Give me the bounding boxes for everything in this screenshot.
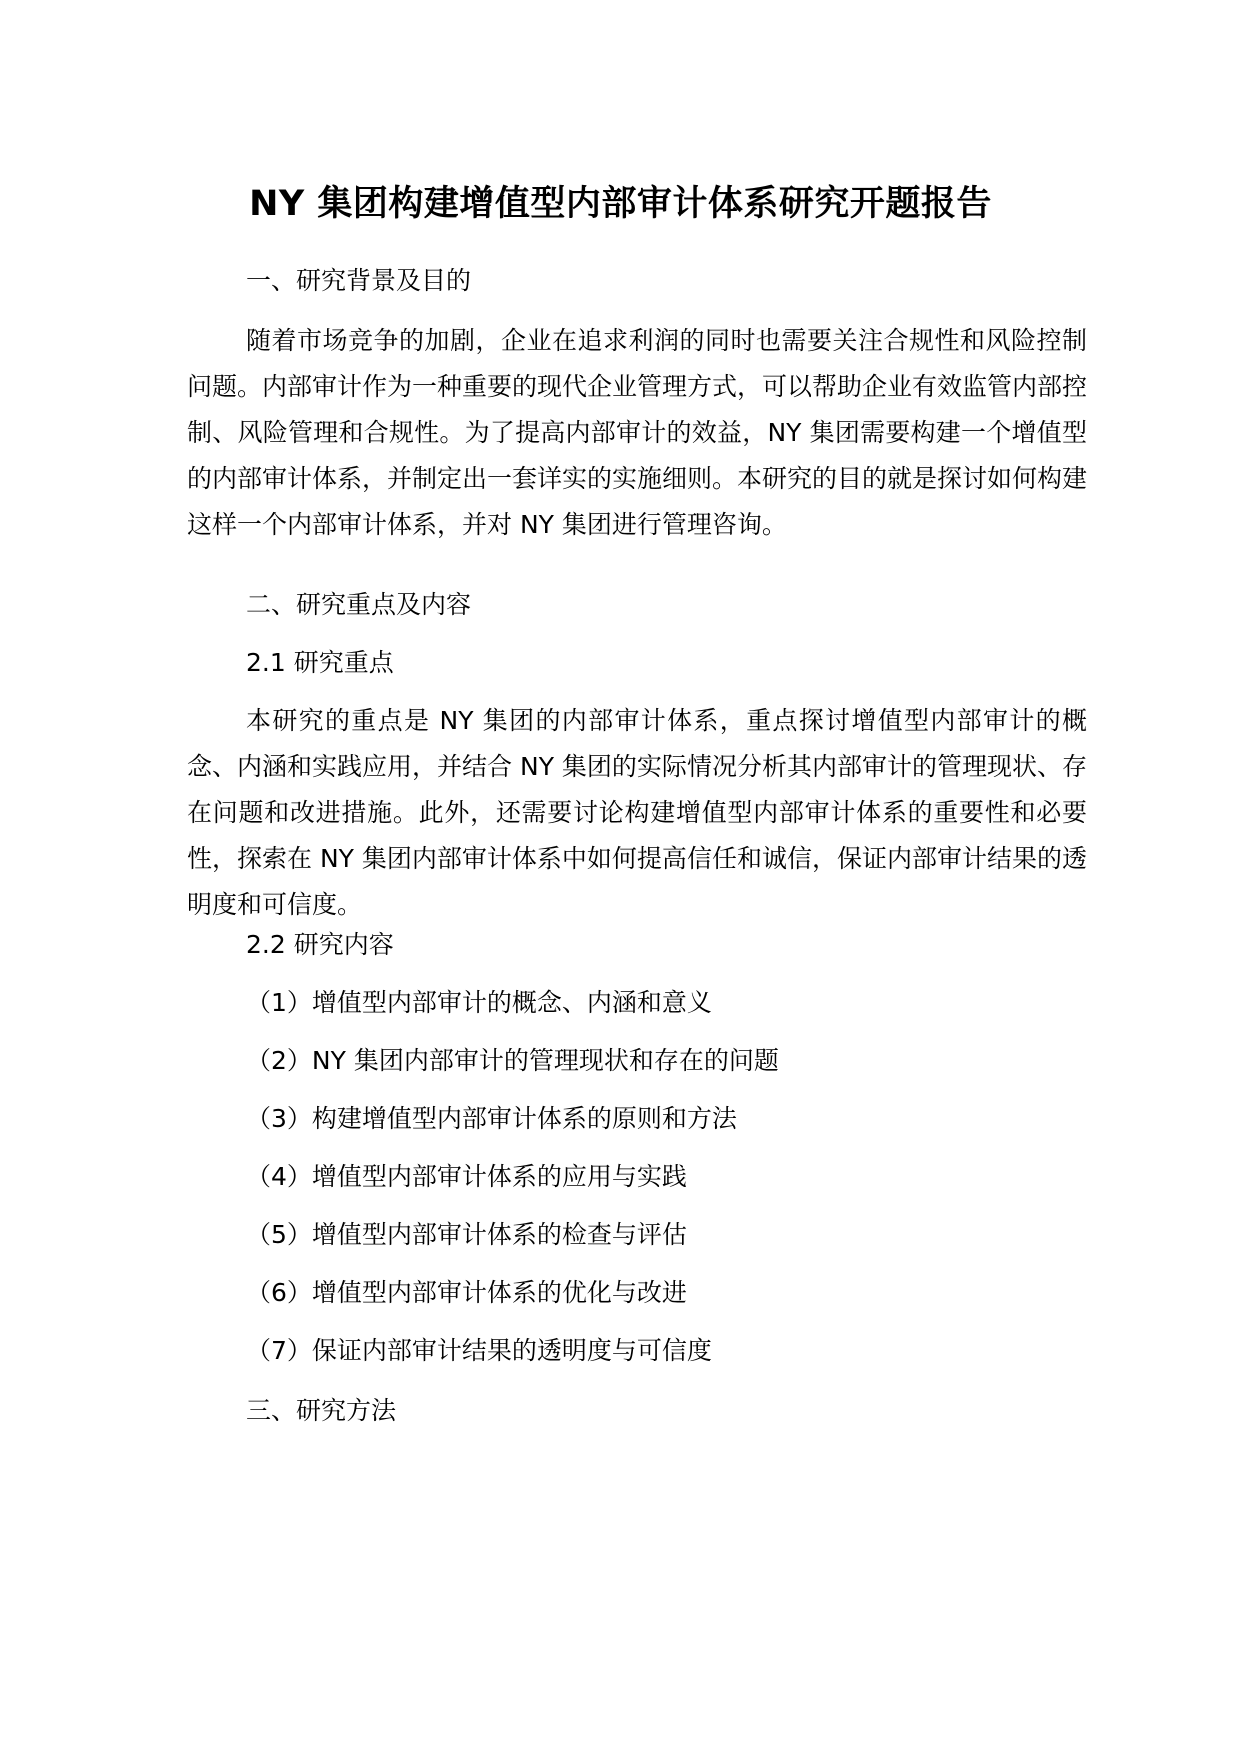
paragraph-background: 随着市场竞争的加剧，企业在追求利润的同时也需要关注合规性和风险控制问题。内部审计作为一种重要的现代企业管理方式，可以帮助企业有效监管内部控制、风险管理和合规性。为了提高内部审计的效益，NY 集团需要构建一个增值型的内部审计体系，并制定出一套详实的实施细则。本研究的目的就是探讨如何构建这样一个内部审计体系，并对 NY 集团进行管理咨询。	[187, 326, 1088, 539]
paragraph-focus: 本研究的重点是 NY 集团的内部审计体系，重点探讨增值型内部审计的概念、内涵和实践应用，并结合 NY 集团的实际情况分析其内部审计的管理现状、存在问题和改进措施。此外，还需要讨论构建增值型内部审计体系的重要性和必要性，探索在 NY 集团内部审计体系中如何提高信任和诚信，保证内部审计结果的透明度和可信度。	[187, 706, 1087, 919]
section-heading-background: 一、研究背景及目的	[246, 266, 472, 295]
section-heading-methods: 三、研究方法	[246, 1396, 397, 1425]
subsection-heading-focus: 2.1 研究重点	[246, 648, 394, 677]
list-item: （2）NY 集团内部审计的管理现状和存在的问题	[246, 1046, 779, 1075]
list-item: （7）保证内部审计结果的透明度与可信度	[246, 1336, 712, 1365]
list-item: （5）增值型内部审计体系的检查与评估	[246, 1220, 687, 1249]
list-item: （4）增值型内部审计体系的应用与实践	[246, 1162, 687, 1191]
list-item: （3）构建增值型内部审计体系的原则和方法	[246, 1104, 737, 1133]
subsection-heading-content: 2.2 研究内容	[246, 930, 394, 959]
list-item: （6）增值型内部审计体系的优化与改进	[246, 1278, 687, 1307]
list-item: （1）增值型内部审计的概念、内涵和意义	[246, 988, 712, 1017]
section-heading-focus-content: 二、研究重点及内容	[246, 590, 472, 619]
document-title: NY 集团构建增值型内部审计体系研究开题报告	[249, 184, 992, 224]
